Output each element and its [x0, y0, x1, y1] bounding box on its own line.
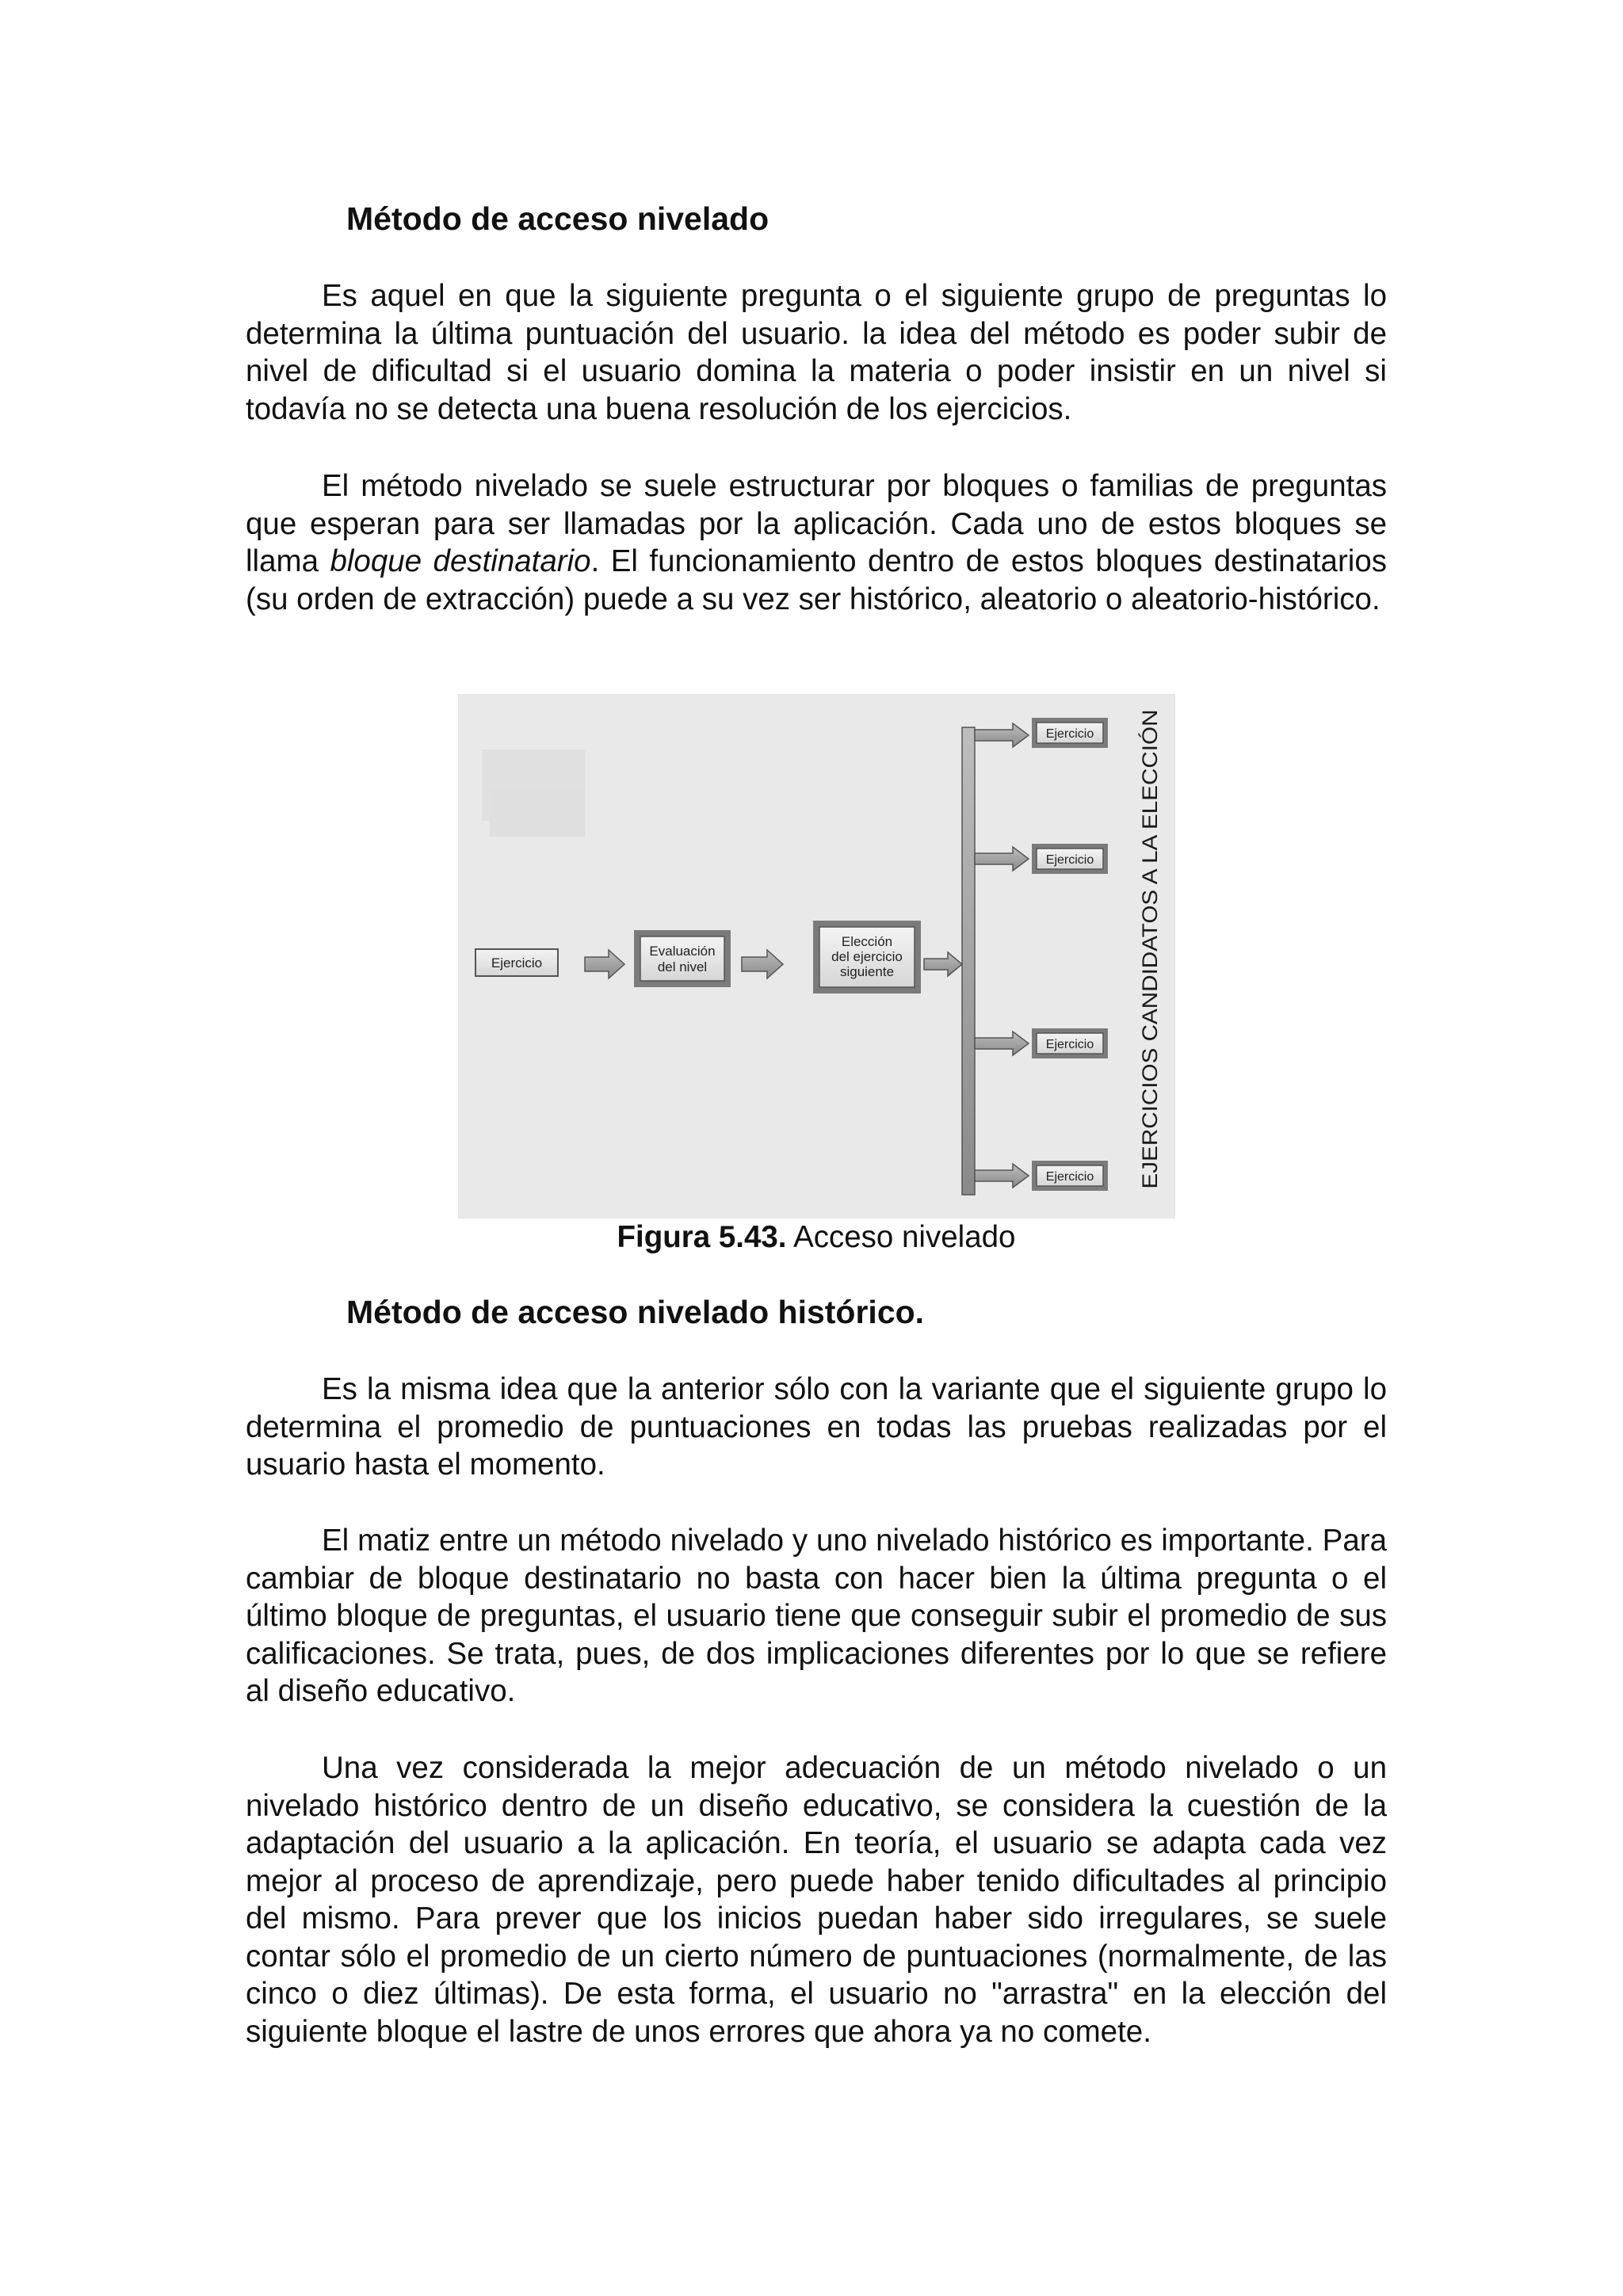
branch-arrow — [975, 1032, 1029, 1055]
candidate-exercise-label: Ejercicio — [1045, 853, 1094, 867]
branch-arrow — [975, 847, 1029, 871]
figure-caption-number: Figura 5.43. — [617, 1220, 787, 1254]
italic-term: bloque destinatario — [330, 544, 591, 578]
candidate-exercise-box-4 — [1032, 1161, 1108, 1191]
flow-arrow — [742, 950, 783, 978]
paragraph-historico-difference: El matiz entre un método nivelado y uno nivelado histórico es importante. Para cambiar de bloque destinatario no basta con hacer bien la última pregunta o el último bloque de preguntas, el usuario tiene que conseguir subir el promedio de sus calificaciones. Se trata, pues, de dos implicaciones diferentes por lo que se refiere al diseño educativo. — [246, 1524, 1387, 1708]
flow-arrow — [924, 952, 962, 976]
branch-arrow — [975, 1164, 1029, 1188]
paragraph-user-adaptation: Una vez considerada la mejor adecuación de un método nivelado o un nivelado histórico dentro de un diseño educativo, se considera la cuestión de la adaptación del usuario a la aplicación. En teoría, el usuario se adapta cada vez mejor al proceso de aprendizaje, pero puede haber tenido dificultades al principio del mismo. Para prever que los inicios puedan haber sido irregulares, se suele contar sólo el promedio de un cierto número de puntuaciones (normalmente, de las cinco o diez últimas). De esta forma, el usuario no "arrastra" en la elección del siguiente bloque el lastre de unos errores que ahora ya no comete. — [246, 1751, 1387, 2049]
figure-caption — [246, 1219, 1387, 1257]
evaluation-label-line1: Evaluación — [649, 944, 716, 959]
candidate-exercise-box-2 — [1032, 844, 1108, 874]
start-exercise-box — [475, 949, 558, 976]
evaluation-label-line2: del nivel — [657, 959, 708, 974]
candidate-exercise-label: Ejercicio — [1045, 727, 1094, 741]
candidates-side-label: EJERCICIOS CANDIDATOS A LA ELECCIÓN — [1138, 752, 1162, 1189]
choice-label-line3: siguiente — [839, 964, 895, 979]
document-page — [246, 0, 1387, 2296]
section-heading-nivelado: Método de acceso nivelado — [346, 200, 769, 237]
paragraph-text-part: . El funcionamiento dentro de estos bloques destinatarios (su orden de extracción) puede a su vez ser histórico, aleatorio o aleatorio-histórico. — [246, 544, 1388, 616]
evaluation-box — [634, 930, 731, 987]
figure-caption-text: Acceso nivelado — [786, 1220, 1016, 1254]
candidate-exercise-label: Ejercicio — [1045, 1038, 1094, 1051]
paragraph-historico-definition: Es la misma idea que la anterior sólo con la variante que el siguiente grupo lo determina el promedio de puntuaciones en todas las pruebas realizadas por el usuario hasta el momento. — [246, 1372, 1387, 1482]
candidate-exercise-label: Ejercicio — [1045, 1170, 1094, 1184]
candidate-exercise-box-1 — [1032, 718, 1108, 748]
choice-box — [813, 921, 921, 994]
choice-label-line2: del ejercicio — [831, 949, 903, 964]
section-heading-nivelado-historico: Método de acceso nivelado histórico. — [346, 1294, 925, 1330]
distribution-bus — [962, 727, 975, 1195]
figure-acceso-nivelado — [458, 694, 1175, 1219]
candidate-exercise-box-3 — [1032, 1028, 1108, 1058]
diagram-acceso-nivelado — [458, 694, 1175, 1219]
paragraph-text-part: El método nivelado se suele estructurar por bloques o familias de preguntas que esperan para ser llamadas por la aplicación. Cada uno de estos bloques se llama — [246, 469, 1387, 578]
choice-label-line1: Elección — [841, 934, 893, 949]
branch-arrow — [975, 723, 1029, 747]
flow-arrow — [585, 950, 624, 978]
paragraph-nivelado-definition: Es aquel en que la siguiente pregunta o el siguiente grupo de preguntas lo determina la última puntuación del usuario. la idea del método es poder subir de nivel de dificultad si el usuario domina la materia o poder insistir en un nivel si todavía no se detecta una buena resolución de los ejercicios. — [246, 279, 1387, 426]
paragraph-nivelado-structure — [246, 467, 1387, 618]
start-exercise-label: Ejercicio — [491, 955, 543, 971]
